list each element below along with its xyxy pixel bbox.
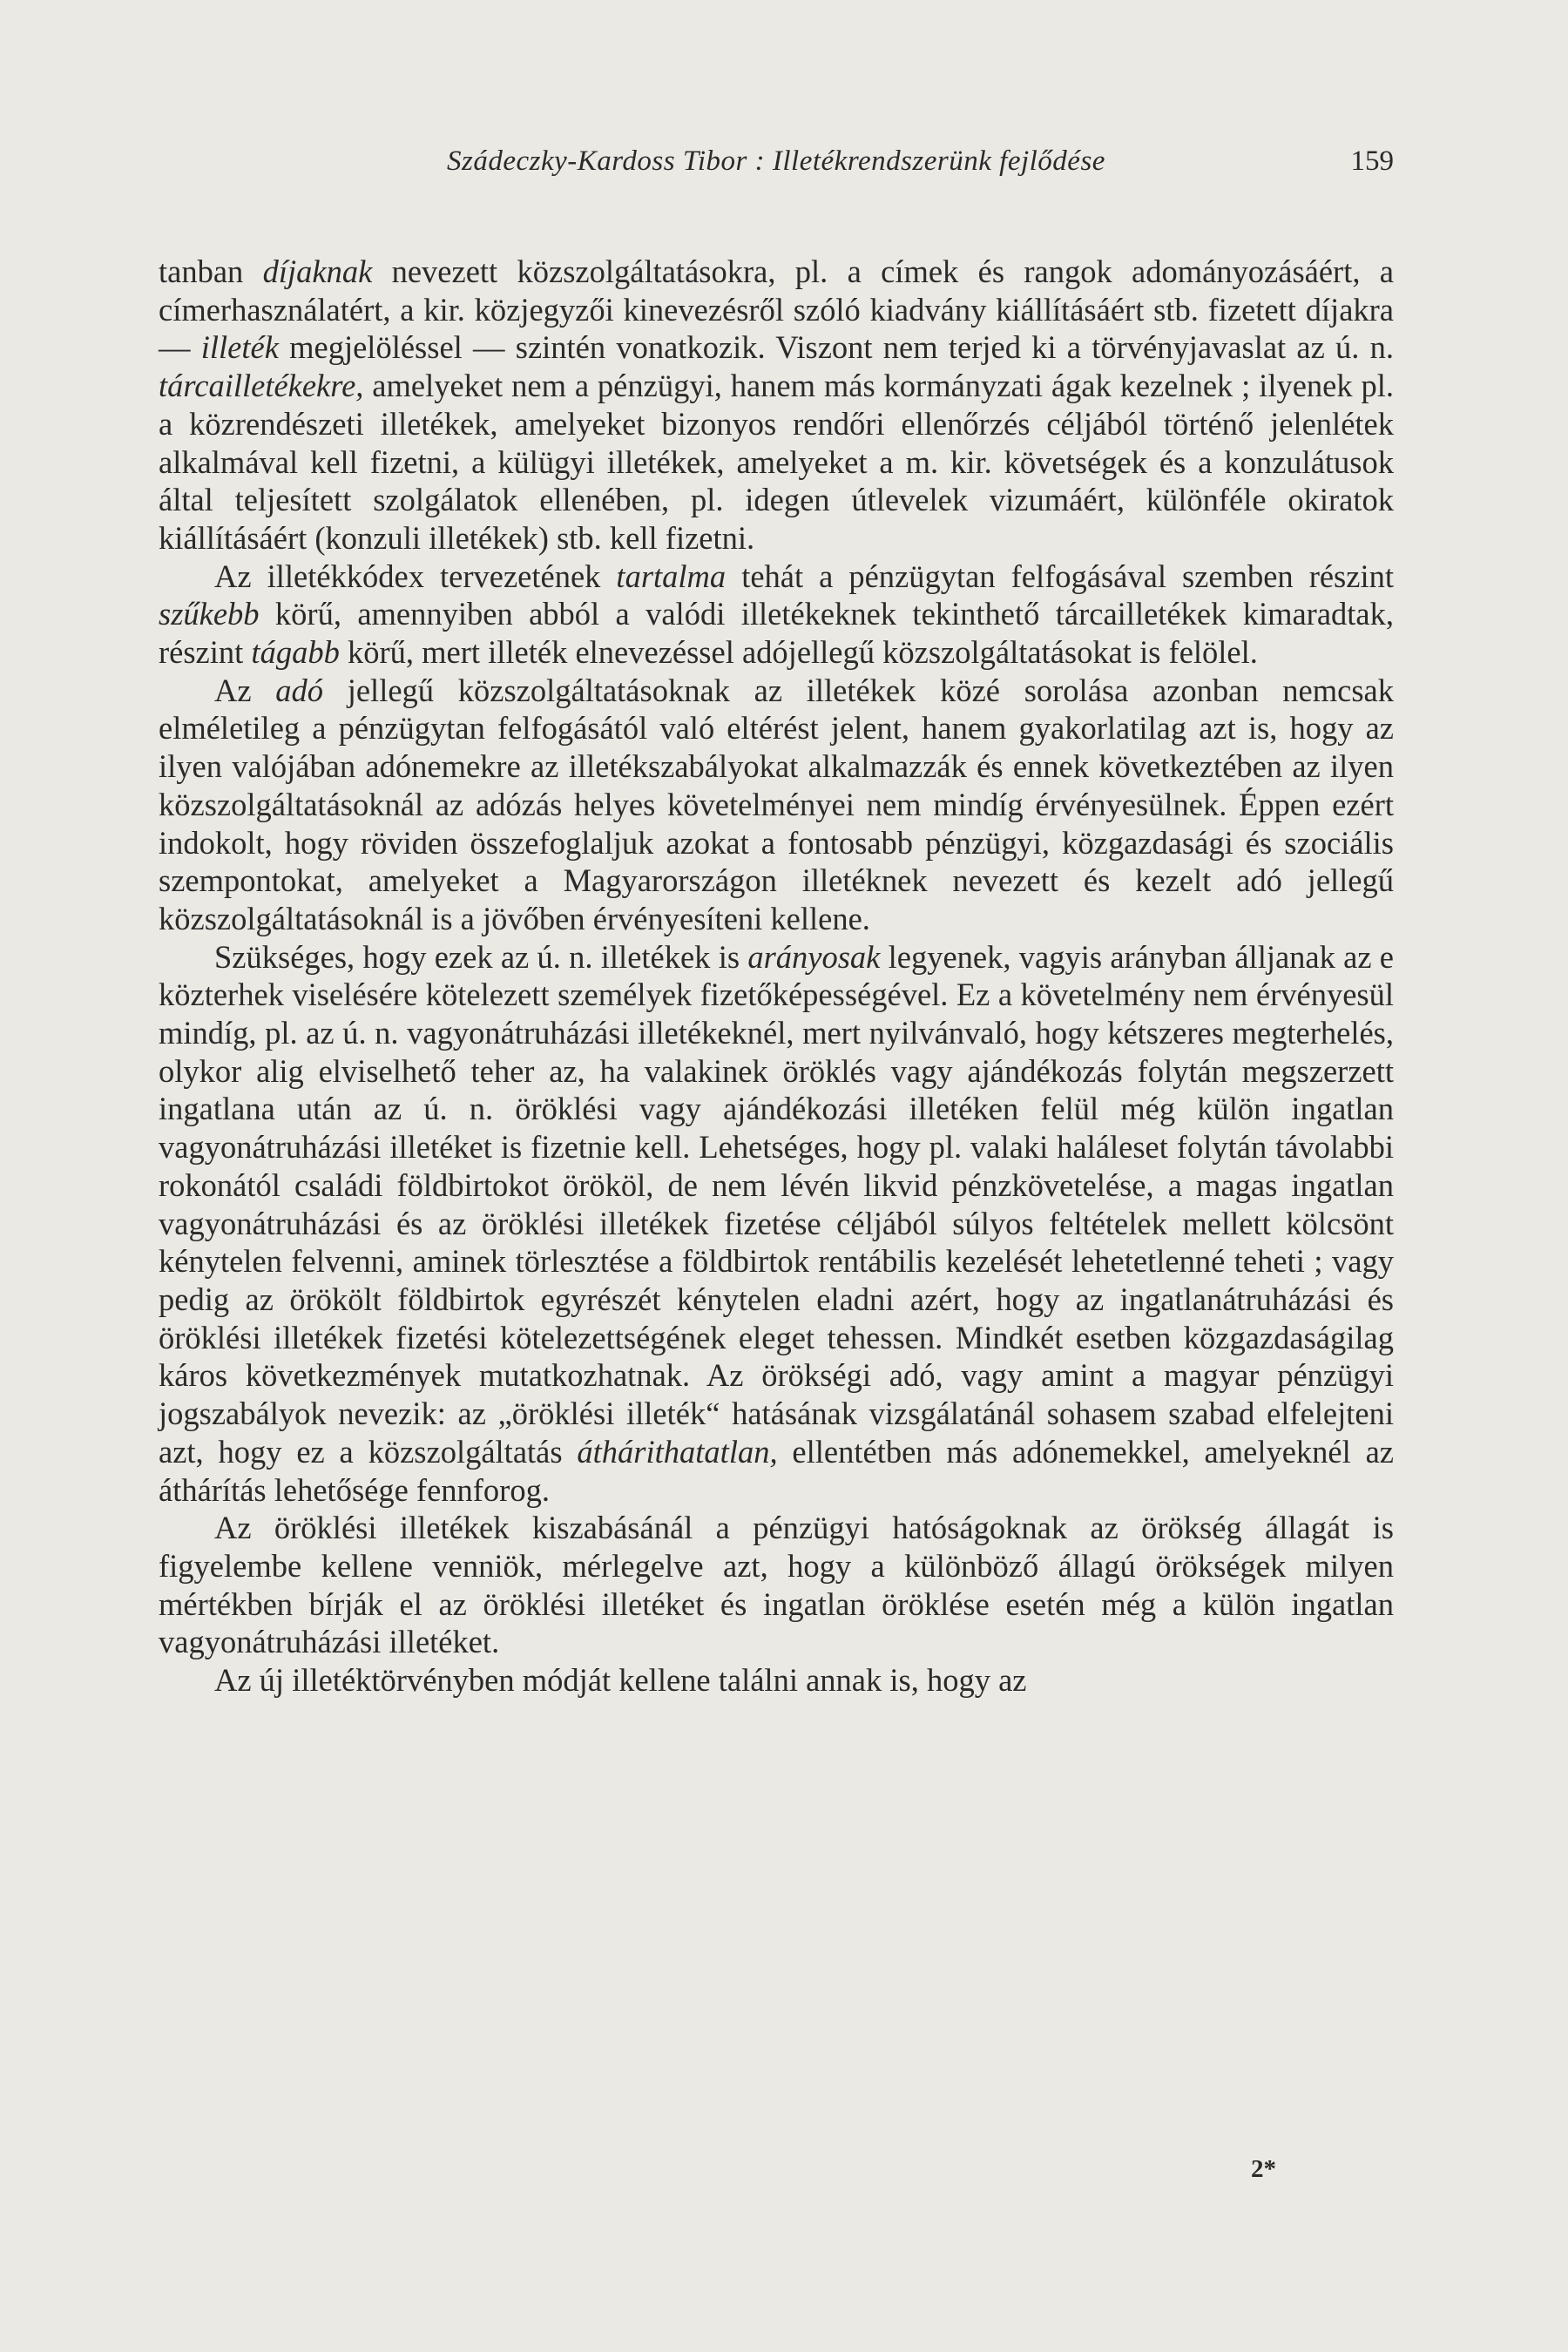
emphasis-text: arányosak [747,938,881,975]
emphasis-text: illeték [200,329,279,366]
text-run: Szükséges, hogy ezek az ú. n. illetékek is [214,938,748,975]
paragraph [159,938,1394,1510]
emphasis-text: tartalma [616,558,727,594]
paragraph [159,672,1394,938]
emphasis-text: tágabb [251,634,340,671]
text-run: Az [214,672,276,708]
text-run: megjelöléssel — szintén vonatkozik. Viszont nem terjed ki a törvényjavaslat az ú. n. [278,329,1395,366]
page-number: 159 [1350,145,1394,177]
text-run: legyenek, vagyis arányban álljanak az e közterhek viselésére kötelezett személyek fizetőképességével. Ez a követelmény nem érvényesül mindíg, pl. az ú. n. vagyonátruházási illetékeknél, mert nyilvánvaló, hogy kétszeres megterhelés, olykor alig elviselhető teher az, ha valakinek öröklés vagy ajándékozás folytán megszerzett ingatlana után az ú. n. öröklési vagy ajándékozási illetéken felül még külön ingatlan vagyonátruházási illetéket is fizetnie kell. Lehetséges, hogy pl. valaki haláleset folytán távolabbi rokonától családi földbirtokot örököl, de nem lévén likvid pénzkövetelése, a magas ingatlan vagyonátruházási és az öröklési illetékek fizetése céljából súlyos feltételek mellett kölcsönt kénytelen felvenni, aminek törlesztése a földbirtok rentábilis kezelését lehetetlenné teheti ; vagy pedig az örökölt földbirtok egyrészét kénytelen eladni azért, hogy az ingatlanátruházási és öröklési illetékek fizetési kötelezettségének eleget tehessen. Mindkét esetben közgazdaságilag káros következmények mutatkozhatnak. Az örökségi adó, vagy amint a magyar pénzügyi jogszabályok nevezik: az „öröklési illeték“ hatásának vizsgálatánál sohasem szabad elfelejteni azt, hogy ez a közszolgáltatás [159,938,1394,1470]
text-run: tanban [159,253,263,289]
text-run: körű, mert illeték elnevezéssel adójellegű közszolgáltatásokat is felölel. [339,634,1258,671]
paragraph [159,558,1394,672]
body-text [159,253,1394,1700]
text-run: tehát a pénzügytan felfogásával szemben részint [726,558,1394,594]
running-header [159,139,1394,183]
paragraph [159,253,1394,558]
emphasis-text: áthárithatatlan, [577,1433,778,1470]
emphasis-text: szűkebb [159,596,260,632]
text-run: nevezett közszolgáltatásokra, pl. a címek és rangok adományozásáért, a címerhasználatért, a kir. közjegyzői kinevezésről szóló kiadvány kiállításáért stb. fizetett díjakra — [159,253,1394,366]
paragraph [159,1509,1394,1661]
emphasis-text: díjaknak [262,253,373,289]
emphasis-text: tárcailletékekre, [159,368,364,404]
text-run: Az új illetéktörvényben módját kellene találni annak is, hogy az [214,1662,1027,1699]
text-run: körű, amennyiben abból a valódi illetékeknek tekinthető tárcailletékek kimaradtak, részint [159,596,1394,671]
emphasis-text: adó [275,672,324,708]
running-title: Szádeczky-Kardoss Tibor : Illetékrendszerünk fejlődése [447,145,1105,177]
signature-mark: 2* [1251,2155,1276,2183]
text-run: ellentétben más adónemekkel, amelyeknél az áthárítás lehetősége fennforog. [159,1433,1394,1508]
text-run: amelyeket nem a pénzügyi, hanem más kormányzati ágak kezelnek ; ilyenek pl. a közrendészeti illetékek, amelyeket bizonyos rendőri ellenőrzés céljából történő jelenlétek alkalmával kell fizetni, a külügyi illetékek, amelyeket a m. kir. követségek és a konzulátusok által teljesített szolgálatok ellenében, pl. idegen útlevelek vizumáért, különféle okiratok kiállításáért (konzuli illetékek) stb. kell fizetni. [159,368,1394,556]
text-run: Az illetékkódex tervezetének [214,558,617,594]
paragraph [159,1661,1394,1700]
text-run: Az öröklési illetékek kiszabásánál a pénzügyi hatóságoknak az örökség állagát is figyelembe kellene venniök, mérlegelve azt, hogy a különböző állagú örökségek milyen mértékben bírják el az öröklési illetéket és ingatlan öröklése esetén még a külön ingatlan vagyonátruházási illetéket. [159,1510,1394,1660]
text-run: jellegű közszolgáltatásoknak az illetékek közé sorolása azonban nemcsak elméletileg a pénzügytan felfogásától való eltérést jelent, hanem gyakorlatilag azt is, hogy az ilyen valójában adónemekre az illetékszabályokat alkalmazzák és ennek következtében az ilyen közszolgáltatásoknál az adózás helyes követelményei nem mindíg érvényesülnek. Éppen ezért indokolt, hogy röviden összefoglaljuk azokat a fontosabb pénzügyi, közgazdasági és szociális szempontokat, amelyeket a Magyarországon illetéknek nevezett és kezelt adó jellegű közszolgáltatásoknál is a jövőben érvényesíteni kellene. [159,672,1394,936]
